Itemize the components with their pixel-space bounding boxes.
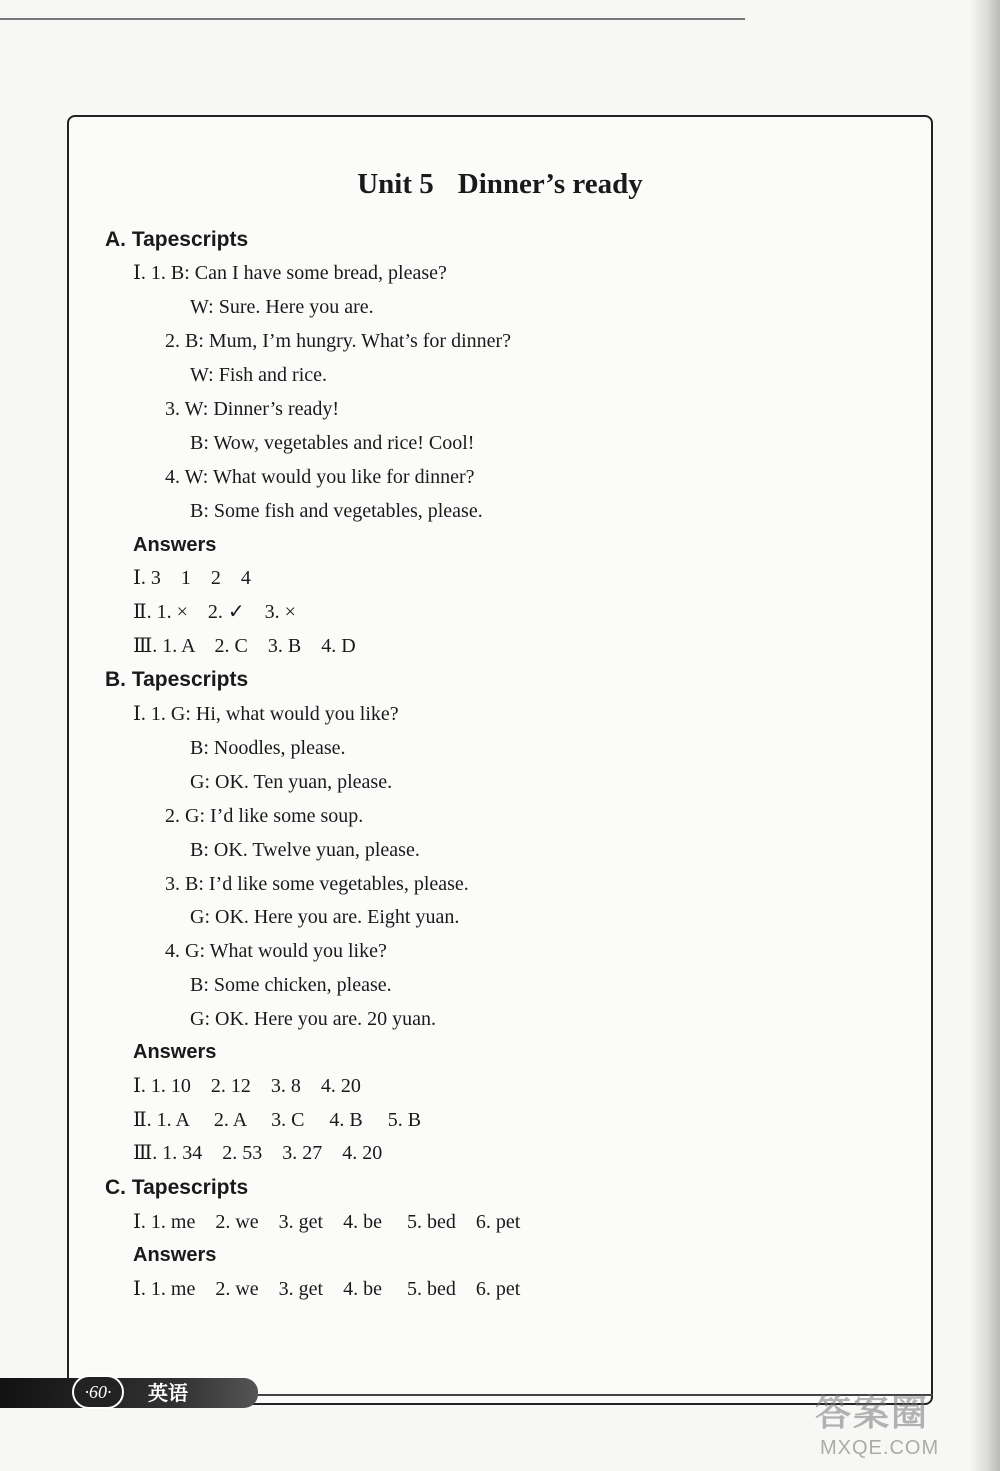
- tapescript-line: G: OK. Here you are. 20 yuan.: [190, 1008, 437, 1030]
- tapescript-line: 3. B: I’d like some vegetables, please.: [165, 873, 469, 895]
- section-a-heading: A. Tapescripts: [105, 228, 249, 251]
- tapescript-line: B: OK. Twelve yuan, please.: [190, 839, 420, 861]
- top-rule: [0, 18, 745, 20]
- page-number: ·60·: [72, 1375, 124, 1409]
- tapescript-line: Ⅰ. 1. G: Hi, what would you like?: [133, 703, 399, 725]
- answer-line: Ⅲ. 1. A 2. C 3. B 4. D: [133, 635, 356, 657]
- page-title: [0, 168, 1000, 201]
- answers-heading: Answers: [133, 534, 217, 556]
- answer-line: Ⅱ. 1. × 2. ✓ 3. ×: [133, 601, 296, 623]
- tapescript-line: 4. W: What would you like for dinner?: [165, 466, 475, 488]
- tapescript-line: 2. B: Mum, I’m hungry. What’s for dinner?: [165, 330, 512, 352]
- answers-heading: Answers: [133, 1244, 217, 1266]
- tapescript-line: G: OK. Here you are. Eight yuan.: [190, 906, 460, 928]
- answer-line: Ⅰ. 1. me 2. we 3. get 4. be 5. bed 6. pet: [133, 1278, 521, 1300]
- tapescript-line: W: Sure. Here you are.: [190, 296, 374, 318]
- tapescript-line: Ⅰ. 1. me 2. we 3. get 4. be 5. bed 6. pet: [133, 1211, 521, 1233]
- answers-heading: Answers: [133, 1041, 217, 1063]
- tapescript-line: G: OK. Ten yuan, please.: [190, 771, 393, 793]
- watermark-url: MXQE.COM: [820, 1437, 940, 1459]
- section-b-heading: B. Tapescripts: [105, 668, 249, 691]
- answer-line: Ⅰ. 3 1 2 4: [133, 567, 251, 589]
- tapescript-line: W: Fish and rice.: [190, 364, 328, 386]
- subject-label: 英语: [148, 1381, 188, 1405]
- answer-line: Ⅱ. 1. A 2. A 3. C 4. B 5. B: [133, 1109, 422, 1131]
- tapescript-line: 4. G: What would you like?: [165, 940, 387, 962]
- answer-line: Ⅲ. 1. 34 2. 53 3. 27 4. 20: [133, 1142, 383, 1164]
- page-edge-shadow: [970, 0, 1000, 1471]
- tapescript-line: B: Wow, vegetables and rice! Cool!: [190, 432, 475, 454]
- answer-line: Ⅰ. 1. 10 2. 12 3. 8 4. 20: [133, 1075, 361, 1097]
- tapescript-line: Ⅰ. 1. B: Can I have some bread, please?: [133, 262, 447, 284]
- unit-name: Dinner’s ready: [457, 168, 643, 200]
- tapescript-line: 2. G: I’d like some soup.: [165, 805, 364, 827]
- tapescript-line: B: Some chicken, please.: [190, 974, 392, 996]
- watermark-logo: 答案圈: [815, 1392, 930, 1433]
- section-c-heading: C. Tapescripts: [105, 1176, 249, 1199]
- tapescript-line: B: Noodles, please.: [190, 737, 346, 759]
- tapescript-line: B: Some fish and vegetables, please.: [190, 500, 483, 522]
- footer-bar: [0, 1378, 258, 1408]
- unit-label: Unit 5: [357, 168, 434, 200]
- tapescript-line: 3. W: Dinner’s ready!: [165, 398, 340, 420]
